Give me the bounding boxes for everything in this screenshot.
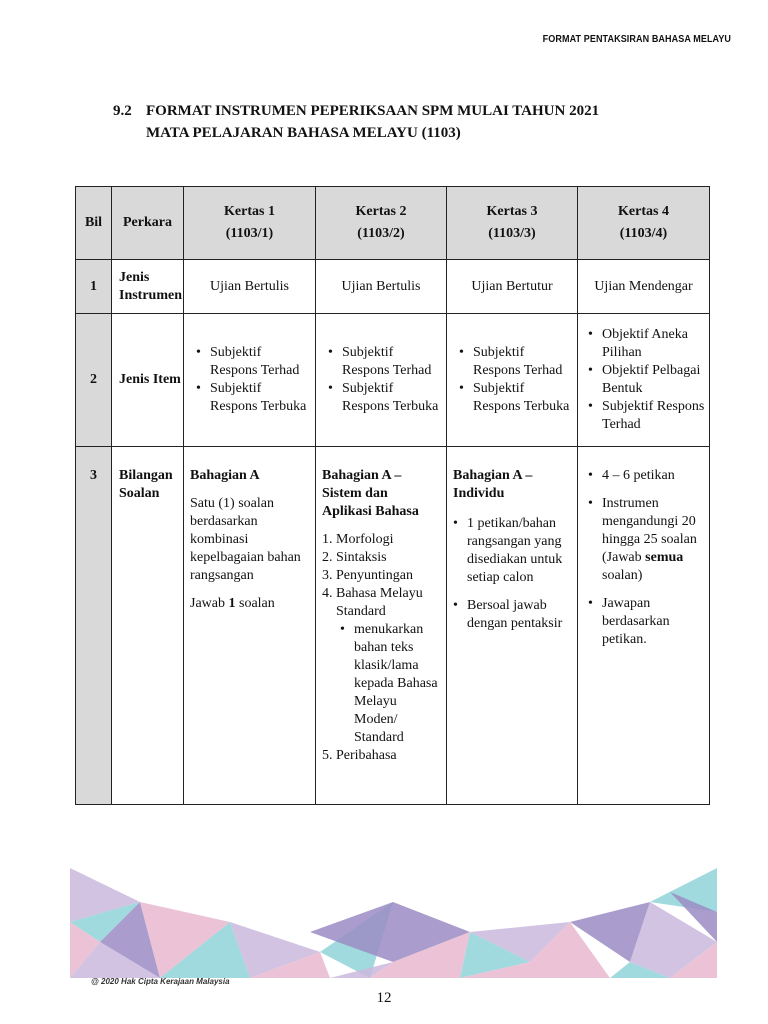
- table-header-row: [76, 187, 710, 260]
- section-title: [113, 100, 599, 144]
- section-number: 9.2: [113, 103, 132, 119]
- list-item: [322, 585, 440, 747]
- list-item: [582, 495, 705, 585]
- table-row: [76, 260, 710, 314]
- row2-bil: 2: [76, 314, 112, 447]
- header-bil: Bil: [76, 187, 112, 260]
- list-item: • 4 – 6 petikan: [582, 467, 705, 485]
- row1-perkara: [112, 260, 184, 314]
- running-header: FORMAT PENTAKSIRAN BAHASA MELAYU: [542, 33, 731, 45]
- row1-bil: 1: [76, 260, 112, 314]
- row3-bil: 3: [76, 447, 112, 805]
- header-perkara: Perkara: [112, 187, 184, 260]
- list-item: • menukarkan bahan teks klasik/lama kepada Bahasa Melayu Moden/ Standard: [334, 621, 440, 747]
- section-title-line2: MATA PELAJARAN BAHASA MELAYU (1103): [146, 125, 461, 141]
- row1-kertas-2: Ujian Bertulis: [316, 260, 447, 314]
- row2-kertas-1: [184, 314, 316, 447]
- row1-perkara-line1: Jenis: [119, 269, 150, 285]
- row3-kertas-3: [447, 447, 578, 805]
- row1-kertas-3: Ujian Bertutur: [447, 260, 578, 314]
- k3-heading: Bahagian A – Individu: [453, 468, 533, 501]
- list-item: 5. Peribahasa: [322, 748, 397, 763]
- kertas-1-name: Kertas 1: [224, 204, 275, 219]
- list-item: • Subjektif Respons Terhad: [190, 344, 311, 380]
- kertas-3-code: (1103/3): [488, 226, 536, 241]
- page-number: 12: [376, 990, 392, 1006]
- row3-kertas-1: [184, 447, 316, 805]
- k2-item4: 4. Bahasa Melayu: [322, 586, 423, 601]
- k1-answer-post: soalan: [235, 596, 275, 611]
- list-item: • Subjektif Respons Terhad: [322, 344, 442, 380]
- kertas-2-code: (1103/2): [357, 226, 405, 241]
- list-item: 3. Penyuntingan: [322, 568, 413, 583]
- k4-b2-post: soalan): [602, 568, 643, 583]
- decorative-footer-graphic: [70, 862, 717, 978]
- list-item: • Subjektif Respons Terhad: [582, 398, 705, 434]
- header-kertas-4: [578, 187, 710, 260]
- list-item: 1. Morfologi: [322, 532, 394, 547]
- k1-heading: Bahagian A: [190, 468, 260, 483]
- list-item: • Bersoal jawab dengan pentaksir: [447, 597, 571, 633]
- k4-b2-pre: Instrumen mengandungi 20 hingga 25 soalan (Jawab: [602, 496, 697, 565]
- row2-perkara: Jenis Item: [112, 314, 184, 447]
- list-item: • Jawapan berdasarkan petikan.: [582, 595, 705, 649]
- list-item: • 1 petikan/bahan rangsangan yang disediakan untuk setiap calon: [447, 515, 571, 587]
- row1-kertas-1: Ujian Bertulis: [184, 260, 316, 314]
- list-item: • Subjektif Respons Terhad: [453, 344, 573, 380]
- row1-kertas-4: Ujian Mendengar: [578, 260, 710, 314]
- row2-kertas-4: [578, 314, 710, 447]
- section-title-line1: FORMAT INSTRUMEN PEPERIKSAAN SPM MULAI TAHUN 2021: [146, 103, 600, 119]
- copyright-notice: @ 2020 Hak Cipta Kerajaan Malaysia: [91, 977, 230, 986]
- list-item: • Subjektif Respons Terbuka: [190, 380, 311, 416]
- row3-kertas-2: [316, 447, 447, 805]
- k2-item4-cont: Standard: [336, 604, 386, 619]
- kertas-1-code: (1103/1): [225, 226, 274, 241]
- table-row: [76, 314, 710, 447]
- kertas-3-name: Kertas 3: [486, 204, 538, 219]
- header-kertas-1: [184, 187, 316, 260]
- row1-perkara-line2: Instrumen: [119, 287, 183, 303]
- kertas-2-name: Kertas 2: [355, 204, 407, 219]
- row2-kertas-2: [316, 314, 447, 447]
- k1-description: Satu (1) soalan berdasarkan kombinasi kepelbagaian bahan rangsangan: [190, 496, 301, 583]
- k4-b2-bold: semua: [645, 550, 684, 565]
- kertas-4-name: Kertas 4: [618, 204, 669, 219]
- k2-numbered-list: [322, 531, 440, 765]
- list-item: • Objektif Pelbagai Bentuk: [582, 362, 705, 398]
- header-kertas-3: [447, 187, 578, 260]
- list-item: 2. Sintaksis: [322, 550, 387, 565]
- row3-perkara: [112, 447, 184, 805]
- format-table: [75, 186, 710, 805]
- list-item: • Objektif Aneka Pilihan: [582, 326, 705, 362]
- header-kertas-2: [316, 187, 447, 260]
- k1-answer-count: 1: [228, 596, 236, 611]
- row3-perkara-line2: Soalan: [119, 486, 160, 501]
- table-row: [76, 447, 710, 805]
- k1-answer: [190, 595, 309, 613]
- k2-heading: Bahagian A – Sistem dan Aplikasi Bahasa: [322, 468, 419, 519]
- row3-perkara-line1: Bilangan: [119, 468, 173, 483]
- kertas-4-code: (1103/4): [619, 226, 668, 241]
- row2-kertas-3: [447, 314, 578, 447]
- k1-answer-pre: Jawab: [190, 596, 229, 611]
- list-item: • Subjektif Respons Terbuka: [453, 380, 573, 416]
- row3-kertas-4: [578, 447, 710, 805]
- list-item: • Subjektif Respons Terbuka: [322, 380, 442, 416]
